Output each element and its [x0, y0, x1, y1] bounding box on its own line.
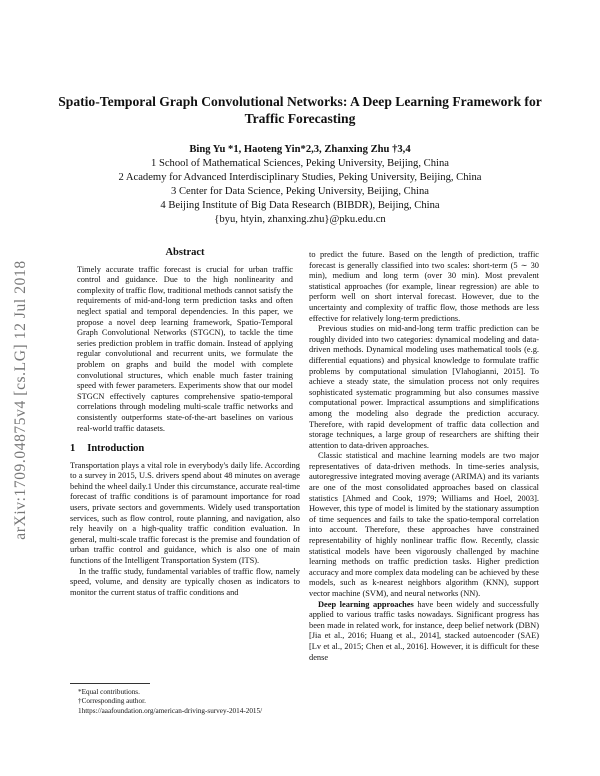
body-paragraph-2: Previous studies on mid-and-long term traffic prediction can be roughly divided into two categories: dynamical modeling and data-driven methods. Dynamical modeling uses mathematical tools (e.g. differential equations) and physical knowledge to formulate traffic problems by computational simulation [Vlahogianni, 2015]. To achieve a steady state, the simulation process not only requires sophisticated systematic programming but also consumes massive computational power. Impractical assumptions and simplifications among the modeling also degrade the prediction accuracy. Therefore, with rapid development of traffic data collection and storage techniques, a large group of researchers are shifting their attention to data-driven approaches. — [309, 324, 539, 450]
footnote-3: 1https://aaafoundation.org/american-driving-survey-2014-2015/ — [78, 706, 263, 715]
footnotes — [70, 683, 300, 716]
author-names: Bing Yu *1, Haoteng Yin*2,3, Zhanxing Zhu †3,4 — [189, 144, 411, 155]
section-heading-introduction — [70, 444, 300, 455]
footnote-rule — [70, 683, 150, 684]
section-number: 1 — [70, 443, 76, 455]
paper-title: Spatio-Temporal Graph Convolutional Networks: A Deep Learning Framework for Traffic Forecasting — [58, 94, 542, 126]
affiliation-1: 1 School of Mathematical Sciences, Peking University, Beijing, China — [151, 158, 449, 169]
intro-paragraph-2: In the traffic study, fundamental variables of traffic flow, namely speed, volume, and density are typically chosen as indicators to monitor the current status of traffic conditions and — [70, 566, 300, 597]
body-paragraph-4 — [309, 600, 539, 664]
affiliation-4: 4 Beijing Institute of Big Data Research (BIBDR), Beijing, China — [160, 200, 440, 211]
abstract-heading: Abstract — [165, 247, 205, 258]
deep-learning-lead: Deep learning approaches — [318, 599, 414, 609]
author-block — [60, 143, 540, 227]
footnote-1: *Equal contributions. — [78, 688, 140, 696]
intro-paragraph-1: Transportation plays a vital role in everybody's daily life. According to a survey in 2015, U.S. drivers spend about 48 minutes on average behind the wheel daily.1 Under this circumstance, accurate real-time forecast of traffic conditions is of paramount importance for road users, private sectors and governments. Widely used transportation services, such as flow control, route planning, and navigation, also rely heavily on a high-quality traffic condition evaluation. In general, multi-scale traffic forecast is the premise and foundation of urban traffic control and guidance, which is also one of main functions of the Intelligent Transportation System (ITS). — [70, 460, 300, 566]
body-paragraph-3: Classic statistical and machine learning models are two major representatives of data-driven methods. In time-series analysis, autoregressive integrated moving average (ARIMA) and its variants are one of the most consolidated approaches based on classical statistics [Ahmed and Cook, 1979; Williams and Hoel, 2003]. However, this type of model is limited by the stationary assumption of time sequences and fails to take the spatio-temporal correlation into account. Therefore, these approaches have constrained representability of highly nonlinear traffic flow. Recently, classic statistical models have been vigorously challenged by machine learning methods on traffic prediction tasks. Higher prediction accuracy and more complex data modeling can be achieved by these models, such as k-nearest neighbors algorithm (KNN), support vector machine (SVM), and neural networks (NN). — [309, 451, 539, 598]
affiliation-3: 3 Center for Data Science, Peking University, Beijing, China — [171, 186, 429, 197]
author-emails: {byu, htyin, zhanxing.zhu}@pku.edu.cn — [214, 214, 386, 225]
right-column — [309, 250, 539, 663]
abstract-text: Timely accurate traffic forecast is crucial for urban traffic control and guidance. Due to the high nonlinearity and complexity of traffic flow, traditional methods cannot satisfy the requirements of mid-and-long term prediction tasks and often neglect spatial and temporal dependencies. In this paper, we propose a novel deep learning framework, Spatio-Temporal Graph Convolutional Networks (STGCN), to tackle the time series prediction problem in traffic domain. Instead of applying regular convolutional and recurrent units, we formulate the problem on graphs and build the model with complete convolutional structures, which enable much faster training speed with fewer parameters. Experiments show that our model STGCN effectively captures comprehensive spatio-temporal correlations through modeling multi-scale traffic networks and consistently outperforms state-of-the-art baselines on various real-world traffic datasets. — [77, 264, 293, 433]
footnote-2: †Corresponding author. — [78, 697, 146, 706]
arxiv-identifier: arXiv:1709.04875v4 [cs.LG] 12 Jul 2018 — [12, 260, 29, 540]
affiliation-2: 2 Academy for Advanced Interdisciplinary Studies, Peking University, Beijing, China — [118, 172, 482, 183]
body-paragraph-1: to predict the future. Based on the length of prediction, traffic forecast is generally classified into two scales: short-term (5 ∼ 30 min), medium and long term (over 30 min). Most prevalent statistical approaches (for example, linear regression) are able to perform well on short interval forecast. However, due to the uncertainty and complexity of traffic flow, those methods are less effective for relatively long-term predictions. — [309, 250, 539, 323]
section-title: Introduction — [87, 443, 145, 455]
left-column — [70, 248, 300, 598]
body-paragraph-4-text: have been widely and successfully applied to various traffic tasks nowadays. Significant progress has been made in related work, for instance, deep belief network (DBN) [Jia et al., 2016; Huang et al., 2014], stacked autoencoder (SAE) [Lv et al., 2015; Chen et al., 2016]. However, it is difficult for these dense — [309, 599, 539, 662]
